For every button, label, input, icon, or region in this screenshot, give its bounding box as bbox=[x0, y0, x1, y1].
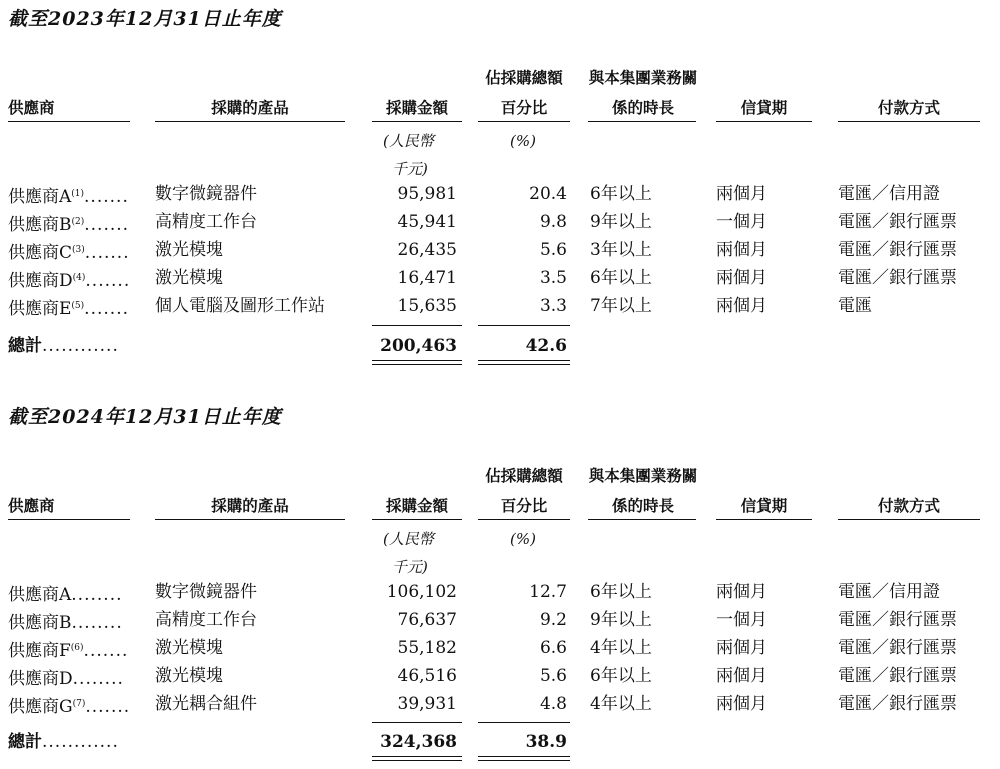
payment-method: 電匯／銀行匯票 bbox=[838, 610, 957, 630]
supplier-name: 供應商D........ bbox=[8, 669, 124, 689]
header-credit: 信貸期 bbox=[740, 496, 788, 515]
payment-method: 電匯／銀行匯票 bbox=[838, 666, 957, 686]
amount: 55,182 bbox=[397, 638, 457, 658]
total-double-rule bbox=[478, 756, 570, 761]
header-rule bbox=[588, 121, 696, 122]
credit-period: 一個月 bbox=[716, 212, 767, 232]
header-payment: 付款方式 bbox=[877, 98, 940, 117]
credit-period: 兩個月 bbox=[716, 582, 767, 602]
header-rule bbox=[838, 121, 980, 122]
relationship-duration: 4年以上 bbox=[590, 638, 652, 658]
header-supplier: 供應商 bbox=[8, 98, 55, 117]
table-row bbox=[0, 292, 1000, 320]
header-rule bbox=[838, 519, 980, 520]
table-row bbox=[0, 690, 1000, 718]
header-amount: 採購金額 bbox=[385, 98, 448, 117]
percentage: 3.3 bbox=[539, 296, 567, 316]
amount: 26,435 bbox=[397, 240, 457, 260]
table-2023 bbox=[0, 0, 1000, 380]
relationship-duration: 6年以上 bbox=[590, 666, 652, 686]
subtotal-rule bbox=[478, 722, 570, 723]
relationship-duration: 6年以上 bbox=[590, 582, 652, 602]
subtotal-rule bbox=[372, 722, 462, 723]
table-row bbox=[0, 578, 1000, 606]
amount: 76,637 bbox=[397, 610, 457, 630]
credit-period: 兩個月 bbox=[716, 296, 767, 316]
amount: 46,516 bbox=[397, 666, 457, 686]
header-relationship-line2: 係的時長 bbox=[611, 98, 674, 117]
unit-amount-line2: 千元) bbox=[392, 160, 428, 178]
credit-period: 兩個月 bbox=[716, 184, 767, 204]
header-relationship-line1: 與本集團業務關 bbox=[588, 466, 698, 485]
header-product: 採購的產品 bbox=[211, 496, 289, 515]
product: 數字微鏡器件 bbox=[155, 184, 257, 204]
table-row bbox=[0, 236, 1000, 264]
percentage: 4.8 bbox=[539, 694, 567, 714]
supplier-name: 供應商$D^{(4)}$....... bbox=[8, 271, 131, 291]
payment-method: 電匯／信用證 bbox=[838, 582, 940, 602]
supplier-name: 供應商A........ bbox=[8, 585, 123, 605]
amount: 95,981 bbox=[397, 184, 457, 204]
total-amount: 200,463 bbox=[380, 336, 457, 356]
header-rule bbox=[8, 519, 130, 520]
supplier-name: 供應商$E^{(5)}$....... bbox=[8, 299, 129, 319]
header-relationship-line1: 與本集團業務關 bbox=[588, 68, 698, 87]
percentage: 5.6 bbox=[539, 666, 567, 686]
product: 個人電腦及圖形工作站 bbox=[155, 296, 325, 316]
product: 數字微鏡器件 bbox=[155, 582, 257, 602]
header-amount: 採購金額 bbox=[385, 496, 448, 515]
product: 激光耦合組件 bbox=[155, 694, 257, 714]
product: 高精度工作台 bbox=[155, 610, 257, 630]
header-rule bbox=[478, 519, 570, 520]
unit-pct: (%) bbox=[510, 132, 536, 150]
total-label: 總計............ bbox=[8, 732, 119, 752]
total-row bbox=[0, 332, 1000, 362]
header-pct-line1: 佔採購總額 bbox=[485, 466, 563, 485]
table-row bbox=[0, 606, 1000, 634]
percentage: 12.7 bbox=[529, 582, 567, 602]
product: 激光模塊 bbox=[155, 268, 223, 288]
percentage: 6.6 bbox=[539, 638, 567, 658]
section-title: 截至2023年12月31日止年度 bbox=[8, 8, 282, 30]
amount: 45,941 bbox=[397, 212, 457, 232]
subtotal-rule bbox=[478, 325, 570, 326]
total-percentage: 42.6 bbox=[525, 336, 567, 356]
unit-amount-line2: 千元) bbox=[392, 558, 428, 576]
supplier-name: 供應商$C^{(3)}$....... bbox=[8, 243, 130, 263]
table-row bbox=[0, 180, 1000, 208]
header-credit: 信貸期 bbox=[740, 98, 788, 117]
payment-method: 電匯／信用證 bbox=[838, 184, 940, 204]
table-row bbox=[0, 634, 1000, 662]
amount: 15,635 bbox=[397, 296, 457, 316]
product: 激光模塊 bbox=[155, 638, 223, 658]
subtotal-rule bbox=[372, 325, 462, 326]
header-pct-line1: 佔採購總額 bbox=[485, 68, 563, 87]
header-rule bbox=[155, 519, 345, 520]
relationship-duration: 9年以上 bbox=[590, 610, 652, 630]
payment-method: 電匯／銀行匯票 bbox=[838, 638, 957, 658]
supplier-name: 供應商$G^{(7)}$....... bbox=[8, 697, 131, 717]
total-row bbox=[0, 728, 1000, 758]
table-row bbox=[0, 264, 1000, 292]
header-pct-line2: 百分比 bbox=[500, 98, 548, 117]
amount: 106,102 bbox=[386, 582, 457, 602]
header-rule bbox=[716, 519, 812, 520]
payment-method: 電匯／銀行匯票 bbox=[838, 694, 957, 714]
payment-method: 電匯／銀行匯票 bbox=[838, 268, 957, 288]
total-percentage: 38.9 bbox=[525, 732, 567, 752]
supplier-name: 供應商$F^{(6)}$....... bbox=[8, 641, 129, 661]
relationship-duration: 4年以上 bbox=[590, 694, 652, 714]
relationship-duration: 7年以上 bbox=[590, 296, 652, 316]
total-amount: 324,368 bbox=[380, 732, 457, 752]
percentage: 3.5 bbox=[539, 268, 567, 288]
unit-amount-line1: (人民幣 bbox=[383, 530, 434, 548]
product: 激光模塊 bbox=[155, 666, 223, 686]
credit-period: 兩個月 bbox=[716, 666, 767, 686]
percentage: 9.2 bbox=[539, 610, 567, 630]
table-2024 bbox=[0, 398, 1000, 769]
total-label: 總計............ bbox=[8, 336, 119, 356]
header-supplier: 供應商 bbox=[8, 496, 55, 515]
payment-method: 電匯／銀行匯票 bbox=[838, 240, 957, 260]
product: 高精度工作台 bbox=[155, 212, 257, 232]
total-double-rule bbox=[372, 360, 462, 365]
section-title: 截至2024年12月31日止年度 bbox=[8, 406, 282, 428]
credit-period: 兩個月 bbox=[716, 240, 767, 260]
supplier-name: 供應商B........ bbox=[8, 613, 123, 633]
credit-period: 一個月 bbox=[716, 610, 767, 630]
header-pct-line2: 百分比 bbox=[500, 496, 548, 515]
credit-period: 兩個月 bbox=[716, 268, 767, 288]
header-rule bbox=[372, 121, 462, 122]
header-rule bbox=[8, 121, 130, 122]
amount: 16,471 bbox=[397, 268, 457, 288]
unit-pct: (%) bbox=[510, 530, 536, 548]
header-rule bbox=[155, 121, 345, 122]
header-rule bbox=[478, 121, 570, 122]
table-row bbox=[0, 208, 1000, 236]
relationship-duration: 9年以上 bbox=[590, 212, 652, 232]
percentage: 20.4 bbox=[529, 184, 567, 204]
header-rule bbox=[372, 519, 462, 520]
unit-amount-line1: (人民幣 bbox=[383, 132, 434, 150]
amount: 39,931 bbox=[397, 694, 457, 714]
payment-method: 電匯／銀行匯票 bbox=[838, 212, 957, 232]
payment-method: 電匯 bbox=[838, 296, 872, 316]
total-double-rule bbox=[372, 756, 462, 761]
percentage: 9.8 bbox=[539, 212, 567, 232]
header-rule bbox=[588, 519, 696, 520]
header-rule bbox=[716, 121, 812, 122]
header-product: 採購的產品 bbox=[211, 98, 289, 117]
relationship-duration: 6年以上 bbox=[590, 268, 652, 288]
table-row bbox=[0, 662, 1000, 690]
header-relationship-line2: 係的時長 bbox=[611, 496, 674, 515]
supplier-name: 供應商$B^{(2)}$....... bbox=[8, 215, 130, 235]
credit-period: 兩個月 bbox=[716, 694, 767, 714]
supplier-name: 供應商$A^{(1)}$....... bbox=[8, 187, 129, 207]
total-double-rule bbox=[478, 360, 570, 365]
relationship-duration: 6年以上 bbox=[590, 184, 652, 204]
credit-period: 兩個月 bbox=[716, 638, 767, 658]
relationship-duration: 3年以上 bbox=[590, 240, 652, 260]
percentage: 5.6 bbox=[539, 240, 567, 260]
header-payment: 付款方式 bbox=[877, 496, 940, 515]
product: 激光模塊 bbox=[155, 240, 223, 260]
